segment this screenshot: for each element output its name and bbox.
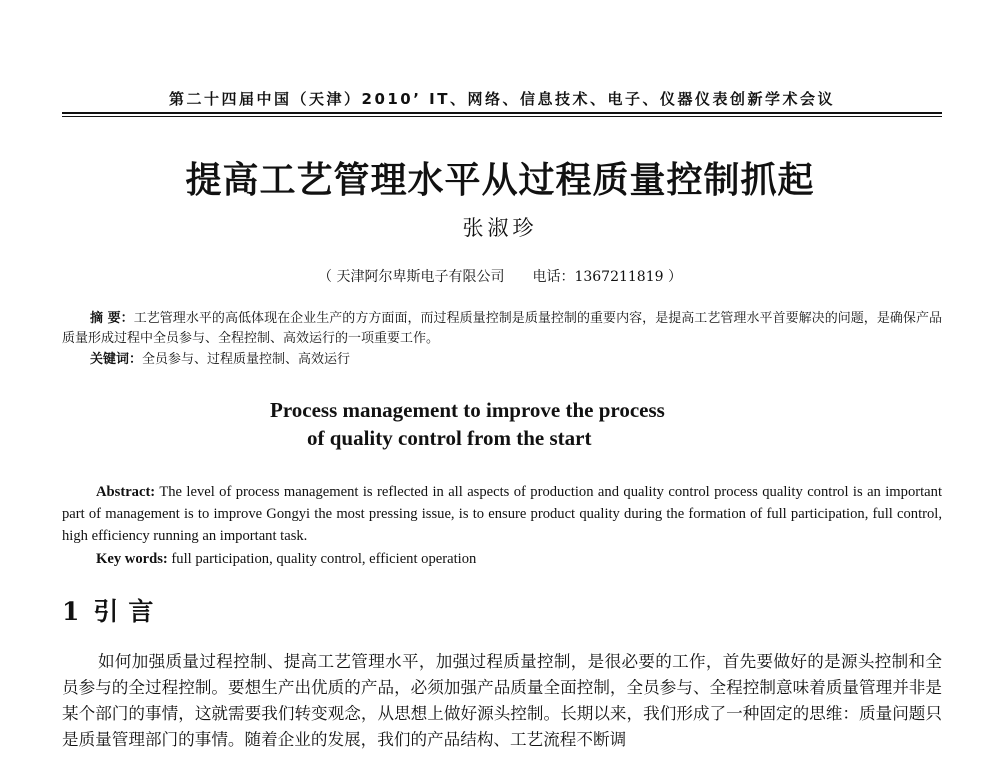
english-keywords: [62, 548, 942, 570]
chinese-keywords-label: 关键词：: [90, 352, 143, 367]
body-paragraph: 如何加强质量过程控制、提高工艺管理水平，加强过程质量控制，是很必要的工作，首先要做好的是源头控制和全员参与的全过程控制。要想生产出优质的产品，必须加强产品质量全面控制，全员参与、全程控制意味着质量管理并非是某个部门的事情，这就需要我们转变观念，从思想上做好源头控制。长期以来，我们形成了一种固定的思维：质量问题只是质量管理部门的事情。随着企业的发展，我们的产品结构、工艺流程不断调: [62, 652, 942, 749]
section-number: 1: [62, 597, 80, 626]
english-keywords-text: full participation, quality control, efficient operation: [171, 551, 477, 567]
affiliation-org: （ 天津阿尔卑斯电子有限公司: [318, 269, 505, 285]
english-abstract-label: Abstract:: [96, 484, 156, 500]
affiliation-phone: 电话：1367211819 ）: [532, 269, 682, 285]
section-title: 引言: [93, 597, 164, 626]
conference-header: 第二十四届中国（天津）2010’ IT、网络、信息技术、电子、仪器仪表创新学术会议: [169, 90, 835, 108]
chinese-keywords: [62, 350, 942, 370]
header-rule-thick: [62, 112, 942, 114]
chinese-keywords-text: 全员参与、过程质量控制、高效运行: [142, 352, 351, 367]
paper-title: 提高工艺管理水平从过程质量控制抓起: [185, 160, 815, 201]
english-keywords-label: Key words:: [96, 551, 168, 567]
author-name: 张淑珍: [462, 216, 538, 240]
english-title-line-2: of quality control from the start: [307, 426, 592, 450]
english-abstract: [62, 481, 942, 547]
affiliation: [0, 266, 1000, 286]
header-rule-thin: [62, 116, 942, 117]
english-title-line-1: Process management to improve the process: [270, 398, 665, 422]
chinese-abstract-label: 摘 要：: [90, 311, 134, 326]
section-heading: [62, 592, 163, 628]
chinese-abstract: [62, 309, 942, 349]
chinese-abstract-text: 工艺管理水平的高低体现在企业生产的方方面面，而过程质量控制是质量控制的重要内容，是提高工艺管理水平首要解决的问题，是确保产品质量形成过程中全员参与、全程控制、高效运行的一项重要工作。: [62, 311, 942, 346]
english-abstract-text: The level of process management is reflected in all aspects of production and quality control process quality control is an important part of management is to improve Gongyi the most pressing issue, is to ensure product quality during the formation of full participation, full control, high efficiency running an important task.: [62, 484, 942, 544]
